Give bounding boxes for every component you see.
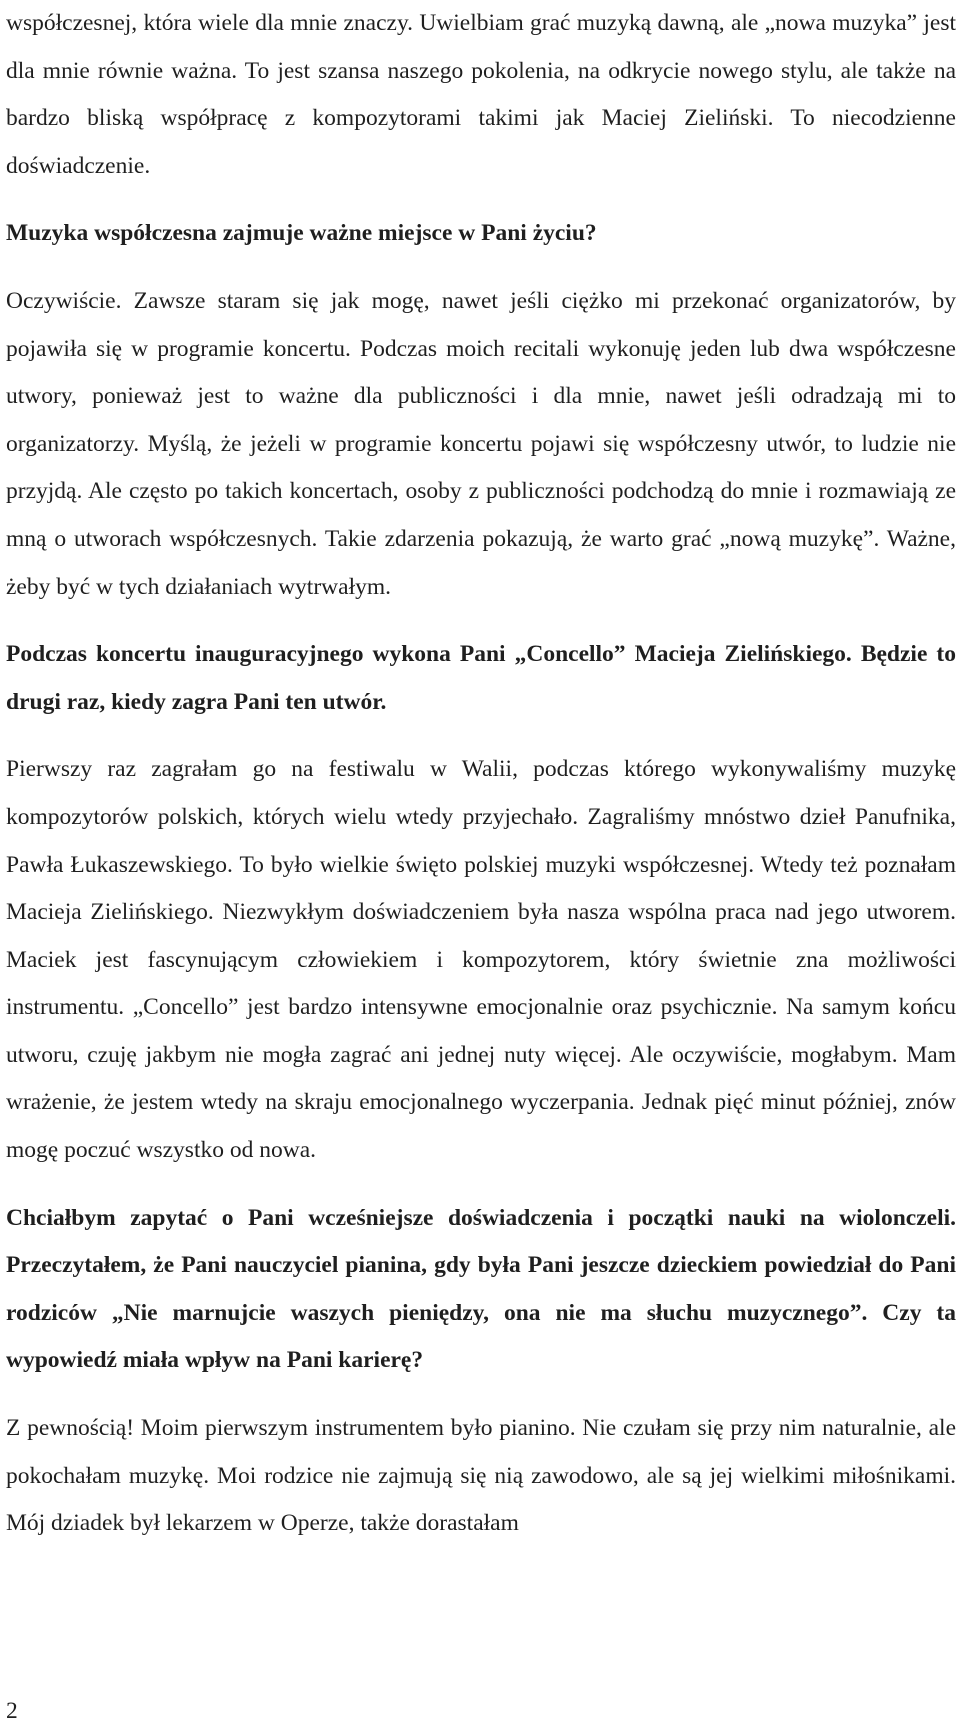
interview-question: Chciałbym zapytać o Pani wcześniejsze doświadczenia i początki nauki na wiolonczeli. Przeczytałem, że Pani nauczyciel pianina, gdy była Pani jeszcze dzieckiem powiedział do Pani rodziców „Nie marnujcie waszych pieniędzy, ona nie ma słuchu muzycznego”. Czy ta wypowiedź miała wpływ na Pani karierę? bbox=[6, 1204, 956, 1374]
answer-paragraph: Z pewnością! Moim pierwszym instrumentem było pianino. Nie czułam się przy nim naturalnie, ale pokochałam muzykę. Moi rodzice nie zajmują się nią zawodowo, ale są jej wielkimi miłośnikami. Mój dziadek był lekarzem w Operze, także dorastałam bbox=[6, 1415, 956, 1537]
interview-question: Podczas koncertu inauguracyjnego wykona Pani „Concello” Macieja Zielińskiego. Będzie to drugi raz, kiedy zagra Pani ten utwór. bbox=[6, 641, 956, 715]
answer-paragraph: Pierwszy raz zagrałam go na festiwalu w Walii, podczas którego wykonywaliśmy muzykę kompozytorów polskich, których wielu wtedy przyjechało. Zagraliśmy mnóstwo dzieł Panufnika, Pawła Łukaszewskiego. To było wielkie święto polskiej muzyki współczesnej. Wtedy też poznałam Macieja Zielińskiego. Niezwykłym doświadczeniem była nasza wspólna praca nad jego utworem. Maciek jest fascynującym człowiekiem i kompozytorem, który świetnie zna możliwości instrumentu. „Concello” jest bardzo intensywne emocjonalnie oraz psychicznie. Na samym końcu utworu, czuję jakbym nie mogła zagrać ani jednej nuty więcej. Ale oczywiście, mogłabym. Mam wrażenie, że jestem wtedy na skraju emocjonalnego wyczerpania. Jednak pięć minut później, znów mogę poczuć wszystko od nowa. bbox=[6, 756, 956, 1164]
interview-question: Muzyka współczesna zajmuje ważne miejsce w Pani życiu? bbox=[6, 220, 597, 247]
answer-paragraph: Oczywiście. Zawsze staram się jak mogę, nawet jeśli ciężko mi przekonać organizatorów, by pojawiła się w programie koncertu. Podczas moich recitali wykonuję jeden lub dwa współczesne utwory, ponieważ jest to ważne dla publiczności i dla mnie, nawet jeśli odradzają mi to organizatorzy. Myślą, że jeżeli w programie koncertu pojawi się współczesny utwór, to ludzie nie przyjdą. Ale często po takich koncertach, osoby z publiczności podchodzą do mnie i rozmawiają ze mną o utworach współczesnych. Takie zdarzenia pokazują, że warto grać „nową muzykę”. Ważne, żeby być w tych działaniach wytrwałym. bbox=[6, 287, 956, 600]
page-number: 2 bbox=[6, 1698, 18, 1724]
answer-paragraph: współczesnej, która wiele dla mnie znaczy. Uwielbiam grać muzyką dawną, ale „nowa muzyka” jest dla mnie równie ważna. To jest szansa naszego pokolenia, na odkrycie nowego stylu, ale także na bardzo bliską współpracę z kompozytorami takimi jak Maciej Zieliński. To niecodzienne doświadczenie. bbox=[6, 10, 956, 179]
document-page bbox=[6, 0, 956, 1568]
